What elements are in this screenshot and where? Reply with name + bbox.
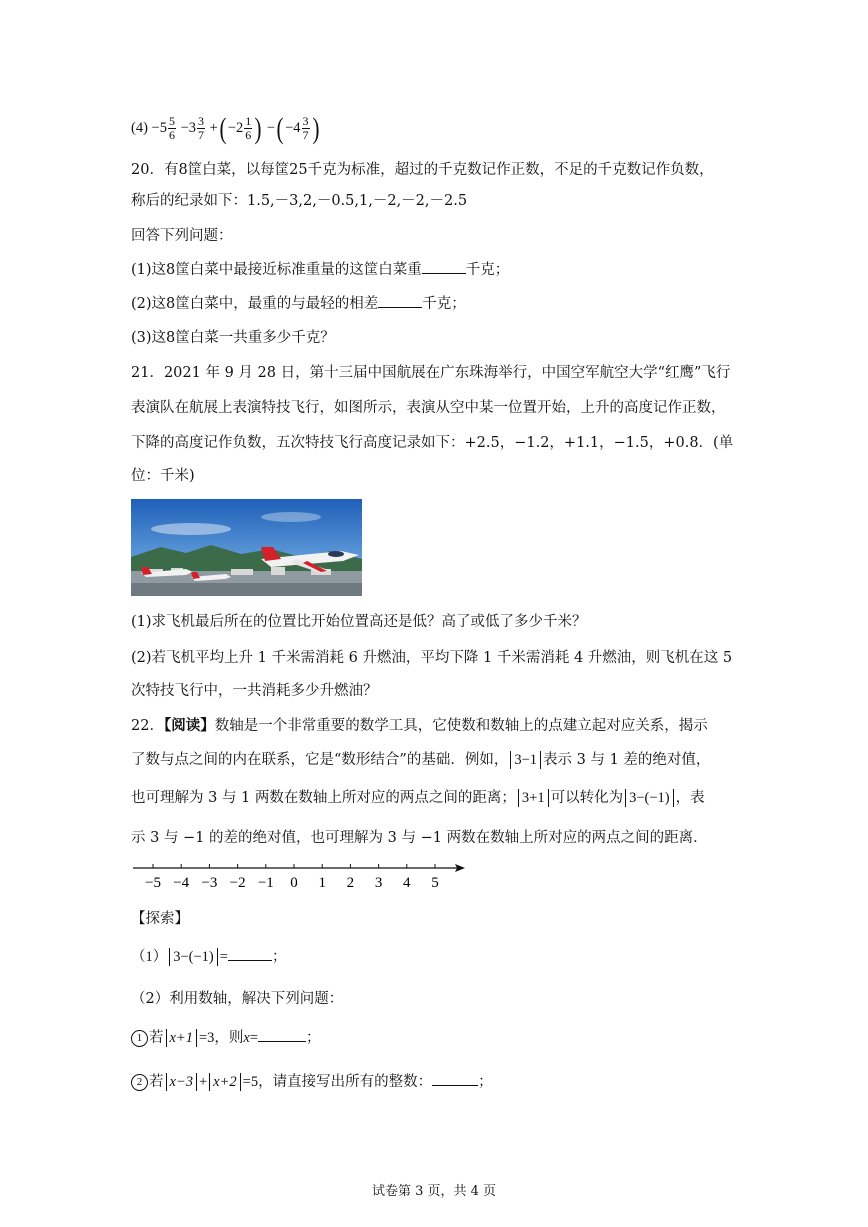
q21-line1: 21．2021 年 9 月 28 日，第十三届中国航展在广东珠海举行，中国空军航空大学“红鹰”飞行	[131, 365, 731, 381]
abs-expression: 3+1	[518, 789, 549, 807]
q21-line2: 表演队在航展上表演特技飞行，如图所示，表演从空中某一位置开始，上升的高度记作正数，	[131, 400, 726, 416]
number-line-label: 2	[346, 875, 355, 891]
explore-item2: 2 若 x−3 + x+2 =5，请直接写出所有的整数： ；	[131, 1071, 493, 1093]
number-line-label: 0	[290, 875, 298, 891]
circled-number: 2	[131, 1074, 148, 1091]
number-line-label: −5	[145, 875, 161, 891]
fraction: $\frac{3}{7}$	[302, 114, 309, 143]
number-line	[131, 862, 471, 892]
abs-expression: x+2	[209, 1073, 240, 1091]
airshow-photo	[131, 499, 362, 596]
q20-part2: (2)这8筐白菜中，最重的与最轻的相差 千克；	[131, 293, 466, 315]
q19-part4-expression: (4) −5 $\frac{5}{6}$ −3 $\frac{3}{7}$ +( −2 $\frac{1}{6}$ ) −( −4 $\frac{3}{7}$ )	[131, 111, 320, 145]
q20-line1: 20．有8筐白菜，以每筐25千克为标准，超过的千克数记作正数，不足的千克数记作负数，	[131, 162, 714, 178]
explore-part2: （2）利用数轴，解决下列问题：	[131, 991, 344, 1007]
q21-line3: 下降的高度记作负数，五次特技飞行高度记录如下：+2.5，−1.2，+1.1，−1.5，+0.8．(单	[131, 435, 734, 451]
airshow-photo-illustration	[131, 499, 362, 596]
abs-expression: 3−(−1)	[625, 789, 674, 807]
abs-expression: 3−(−1)	[169, 948, 218, 966]
explore-heading: 【探索】	[131, 911, 189, 927]
q20-prompt: 回答下列问题：	[131, 228, 233, 244]
number-line-label: −3	[201, 875, 218, 891]
explore-item1: 1 若 x+1 =3，则x= ；	[131, 1027, 321, 1049]
page-footer: 试卷第 3 页，共 4 页	[371, 1184, 497, 1199]
number-line-label: 4	[403, 875, 411, 891]
explore-part1: （1） 3−(−1) = ；	[131, 946, 286, 968]
q21-line4: 位：千米)	[131, 468, 195, 484]
q21-part2-line2: 次特技飞行中，一共消耗多少升燃油？	[131, 683, 378, 699]
q22-line4: 示 3 与 −1 的差的绝对值，也可理解为 3 与 −1 两数在数轴上所对应的两点之间的距离．	[131, 830, 708, 846]
answer-blank	[422, 259, 466, 274]
q20-part3: (3)这8筐白菜一共重多少千克？	[131, 330, 335, 346]
fraction: $\frac{1}{6}$	[245, 114, 252, 143]
answer-blank	[432, 1071, 478, 1086]
q22-line3: 也可理解为 3 与 1 两数在数轴上所对应的两点之间的距离； 3+1 可以转化为 3−(−1) ，表	[131, 790, 705, 806]
q21-part1: (1)求飞机最后所在的位置比开始位置高还是低？高了或低了多少千米？	[131, 614, 587, 630]
q20-line2: 称后的纪录如下：1.5,－3,2,－0.5,1,－2,－2,－2.5	[131, 193, 468, 209]
number-line-label: 1	[318, 875, 326, 891]
abs-expression: x+1	[166, 1029, 197, 1047]
number-line-label: −1	[257, 875, 274, 891]
reading-tag: 【阅读】	[163, 717, 215, 734]
q22-line2: 了数与点之间的内在联系，它是“数形结合”的基础．例如， 3−1 表示 3 与 1 差的绝对值，	[131, 752, 711, 768]
number-line-label: 3	[374, 875, 383, 891]
abs-expression: x−3	[166, 1073, 197, 1091]
fraction: $\frac{3}{7}$	[198, 114, 205, 143]
answer-blank	[258, 1027, 306, 1042]
number-line-label: −4	[173, 875, 190, 891]
number-line-label: 5	[431, 875, 439, 891]
q20-part1: (1)这8筐白菜中最接近标准重量的这筐白菜重 千克；	[131, 259, 509, 281]
circled-number: 1	[131, 1030, 148, 1047]
fraction: $\frac{5}{6}$	[168, 114, 175, 143]
number-line-label: −2	[229, 875, 246, 891]
abs-expression: 3−1	[510, 751, 541, 769]
answer-blank	[228, 946, 272, 961]
answer-blank	[378, 293, 422, 308]
q22-line1: 22．【阅读】数轴是一个非常重要的数学工具，它使数和数轴上的点建立起对应关系，揭示	[131, 717, 708, 734]
q19-part4-label: (4)	[131, 120, 148, 136]
q21-part2-line1: (2)若飞机平均上升 1 千米需消耗 6 升燃油，平均下降 1 千米需消耗 4 升燃油，则飞机在这 5	[131, 650, 733, 666]
